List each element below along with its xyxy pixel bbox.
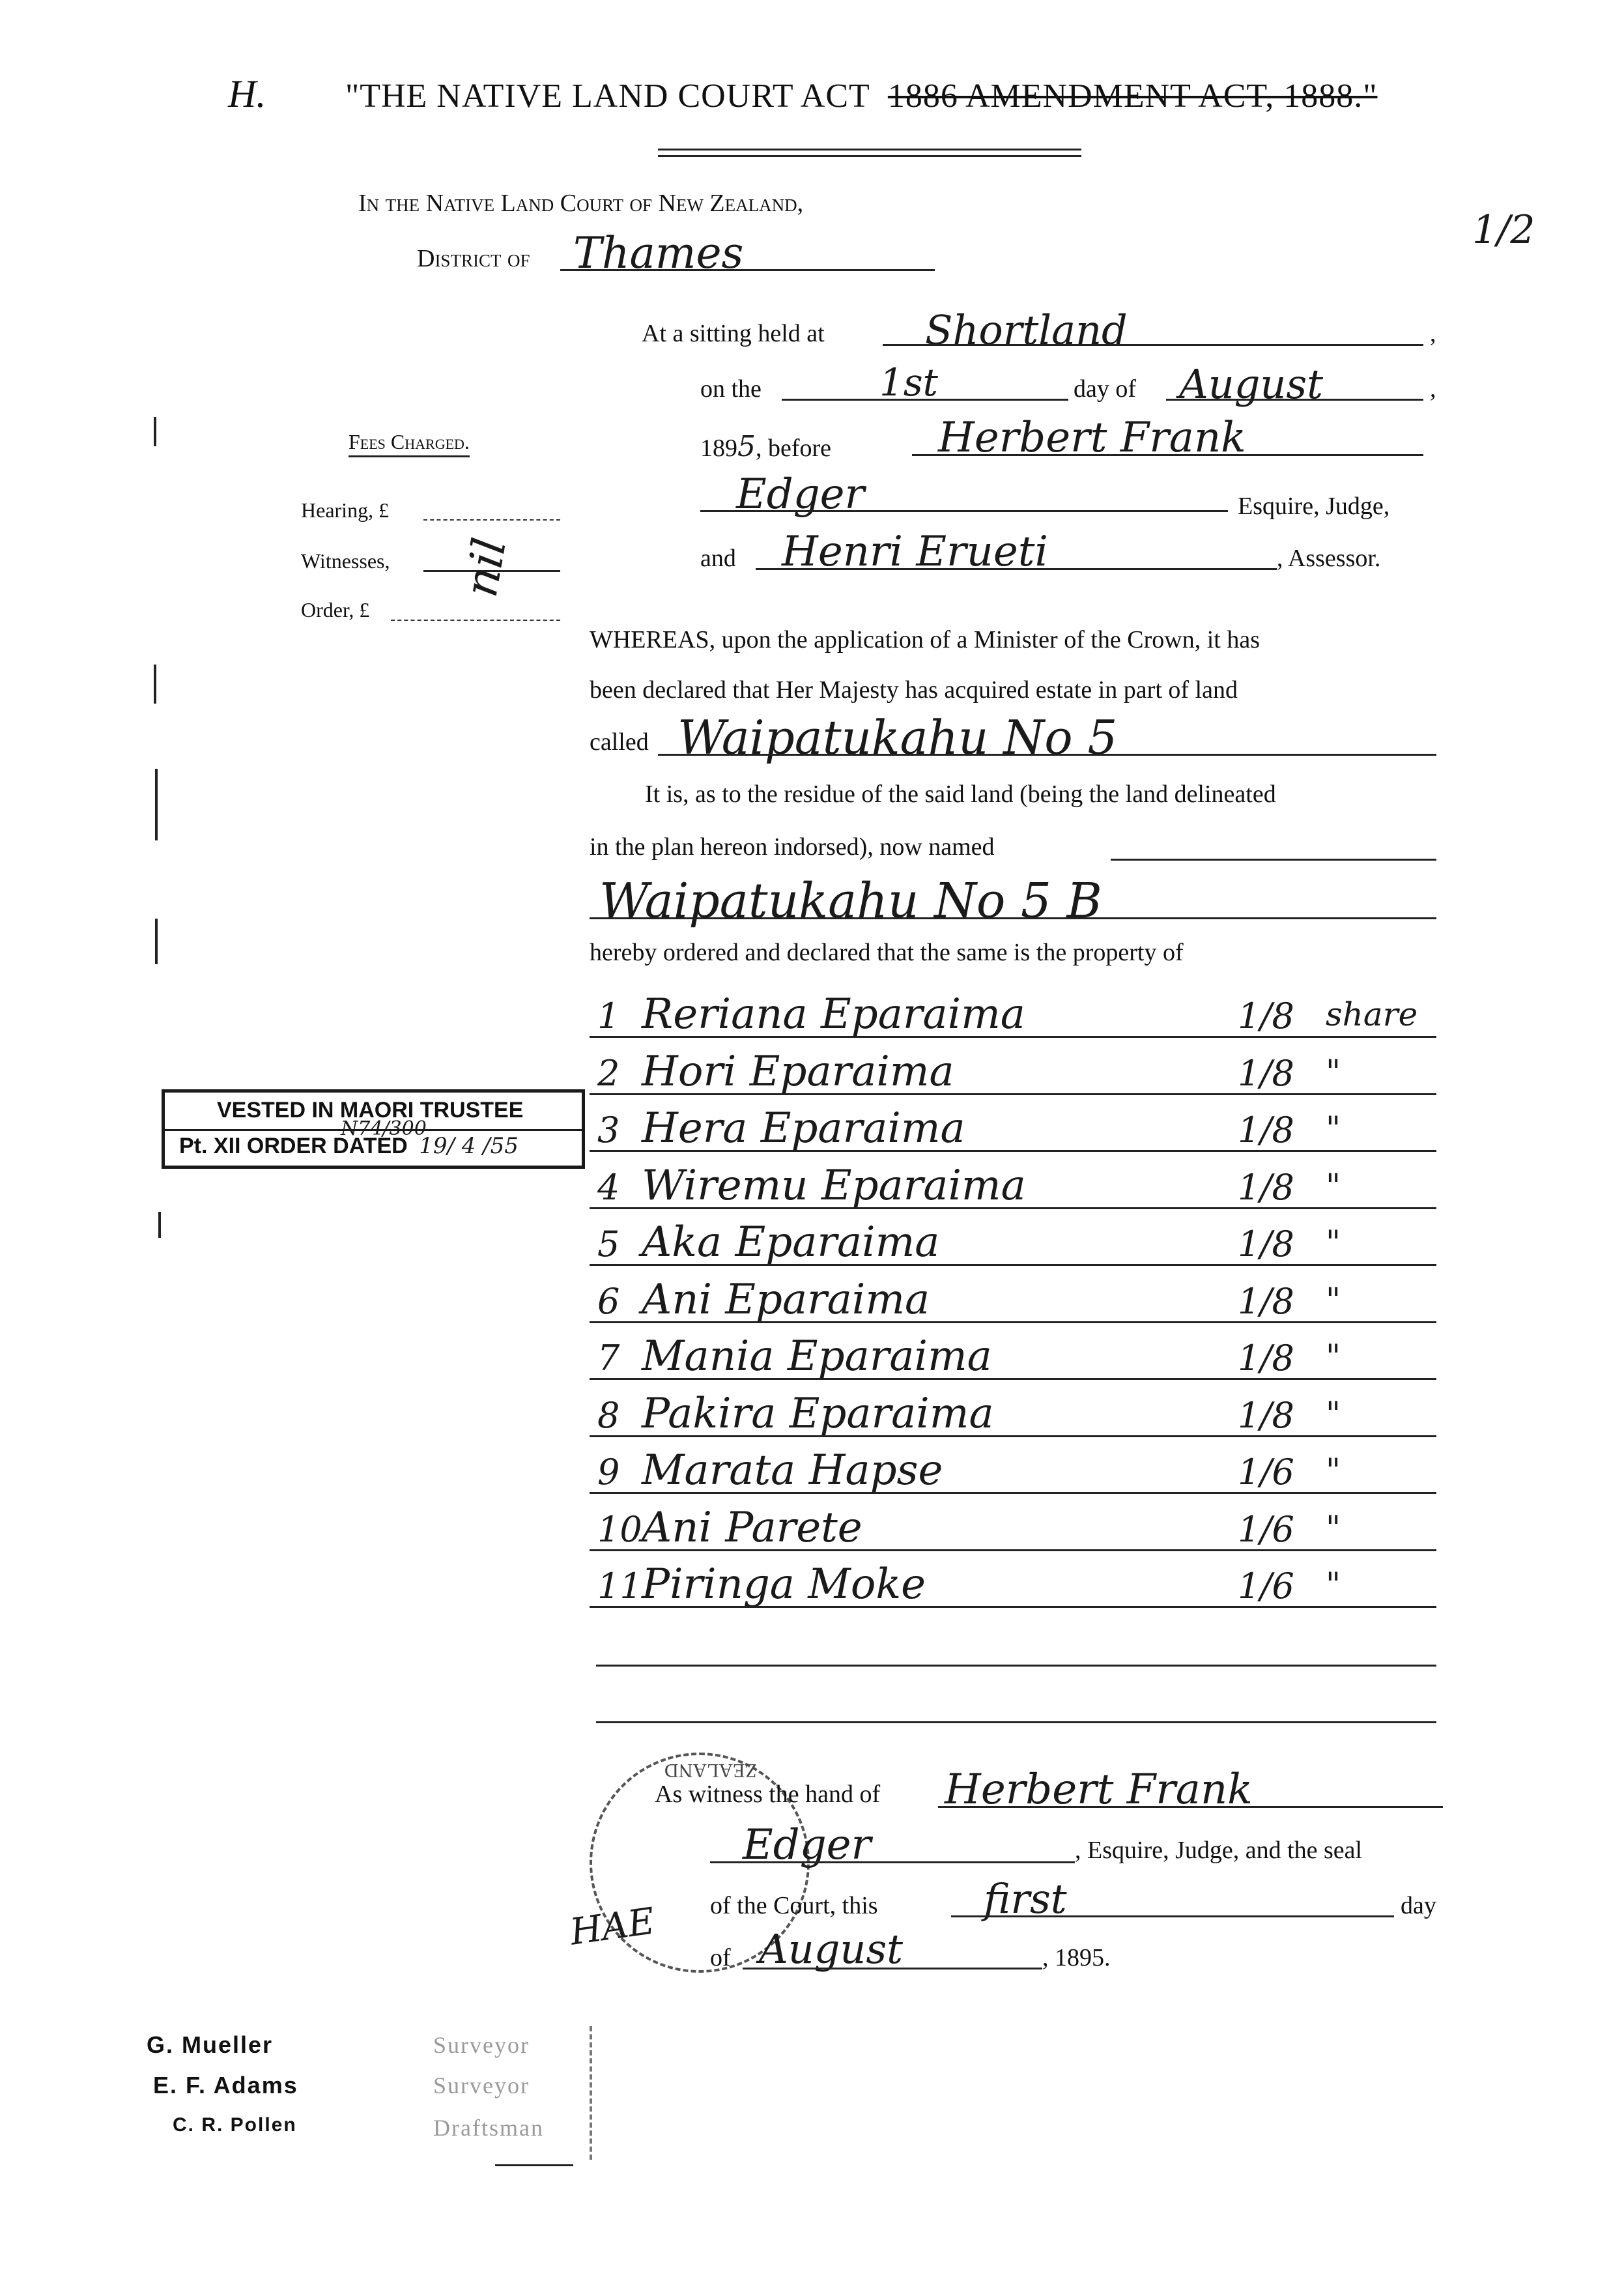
witness-judge-first-line	[938, 1806, 1443, 1808]
owner-line	[590, 1435, 1436, 1437]
hearing-label: Hearing, £	[301, 498, 390, 522]
new-name-line	[590, 917, 1436, 919]
of-the-court: of the Court, this	[710, 1892, 878, 1919]
fees-nil-mark: nil	[453, 534, 517, 601]
owner-name: Hera Eparaima	[642, 1104, 965, 1153]
owner-number: 10	[597, 1509, 642, 1550]
whereas-line-1: WHEREAS, upon the application of a Minister of the Crown, it has	[590, 626, 1260, 653]
assessor-line	[756, 568, 1277, 570]
owner-name: Marata Hapse	[642, 1446, 943, 1495]
year-digit: 5	[737, 430, 756, 463]
year-prefix	[700, 430, 831, 463]
signatory-name: C. R. Pollen	[173, 2114, 297, 2136]
owner-share: 1/8	[1238, 1053, 1294, 1094]
margin-tick	[154, 417, 156, 446]
act-title-struck: 1886 AMENDMENT ACT, 1888."	[887, 78, 1378, 115]
title-underline	[658, 149, 1081, 150]
before-label: , before	[756, 435, 832, 462]
witness-judge-last: Edger	[743, 1821, 872, 1869]
judge-first-line	[912, 454, 1423, 456]
new-land-name: Waipatukahu No 5 B	[599, 873, 1102, 929]
owner-share: 1/6	[1238, 1452, 1294, 1493]
owner-ditto-mark: "	[1326, 1053, 1341, 1091]
owner-line	[590, 1549, 1436, 1551]
owner-number: 7	[597, 1338, 620, 1379]
owner-share: 1/6	[1238, 1566, 1294, 1607]
owner-name: Hori Eparaima	[642, 1048, 954, 1096]
on-the-label: on the	[700, 375, 762, 403]
owner-line	[590, 1207, 1436, 1209]
owner-share: 1/8	[1238, 1281, 1294, 1322]
comma: ,	[1430, 320, 1436, 347]
owner-number: 2	[597, 1053, 620, 1094]
judge-suffix: Esquire, Judge,	[1238, 493, 1390, 520]
whereas-line-2: been declared that Her Majesty has acquired estate in part of land	[590, 676, 1238, 704]
owner-line	[590, 1150, 1436, 1152]
judge-last-line	[700, 510, 1228, 512]
held-at-value: Shortland	[925, 306, 1128, 354]
witness-day-label: day	[1401, 1892, 1436, 1919]
signatory-role: Draftsman	[433, 2115, 544, 2141]
owner-ditto-mark: "	[1326, 1110, 1341, 1147]
witness-month-line	[743, 1968, 1042, 1969]
owner-name: Aka Eparaima	[642, 1218, 940, 1267]
signatory-role: Surveyor	[433, 2032, 530, 2058]
witness-of-label: of	[710, 1944, 731, 1971]
residue-line-2: in the plan hereon indorsed), now named	[590, 833, 995, 861]
held-at-label: At a sitting held at	[642, 320, 825, 347]
day-of-label: day of	[1074, 375, 1137, 403]
residue-line-1: It is, as to the residue of the said land (being the land delineated	[645, 780, 1276, 808]
witness-day-line	[951, 1915, 1394, 1917]
fees-title: Fees Charged.	[349, 430, 470, 457]
owner-share: 1/8	[1238, 1110, 1294, 1151]
act-title-text: "THE NATIVE LAND COURT ACT	[345, 78, 870, 115]
owner-share: 1/6	[1238, 1509, 1294, 1550]
witness-suffix: , Esquire, Judge, and the seal	[1075, 1837, 1363, 1864]
owner-line	[590, 1492, 1436, 1494]
and-label: and	[700, 545, 736, 572]
margin-tick	[158, 1212, 161, 1238]
year-prefix-text: 189	[700, 435, 737, 462]
owner-share: 1/8	[1238, 1167, 1294, 1208]
held-at-line	[883, 344, 1423, 346]
witness-day-value: first	[984, 1875, 1067, 1923]
owner-number: 9	[597, 1452, 620, 1493]
court-seal-text: ZEALAND	[664, 1760, 757, 1781]
owner-ditto-mark: "	[1326, 1452, 1341, 1489]
vested-ref: N74/300	[341, 1117, 427, 1140]
witness-judge-last-line	[710, 1861, 1075, 1863]
signatory-name: G. Mueller	[147, 2031, 274, 2058]
owner-number: 3	[597, 1110, 620, 1151]
owner-name: Piringa Moke	[642, 1560, 926, 1609]
margin-mark: H.	[228, 72, 266, 115]
owner-line	[590, 1264, 1436, 1266]
vested-date: 19/ 4 /55	[419, 1133, 519, 1159]
order-line	[391, 620, 560, 621]
owner-ditto-mark: "	[1326, 1167, 1341, 1205]
owner-name: Mania Eparaima	[642, 1332, 992, 1381]
margin-tick	[154, 665, 156, 704]
witnesses-label: Witnesses,	[301, 549, 390, 573]
signatory-name: E. F. Adams	[153, 2072, 298, 2098]
owner-line	[590, 1378, 1436, 1380]
owner-ditto-mark: share	[1326, 995, 1418, 1033]
owner-share: 1/8	[1238, 1224, 1294, 1265]
owner-ditto-mark: "	[1326, 1395, 1341, 1433]
order-label: Order, £	[301, 598, 370, 622]
owner-line	[590, 1321, 1436, 1323]
owner-name: Reriana Eparaima	[642, 990, 1025, 1038]
margin-tick	[155, 769, 158, 840]
district-line	[560, 269, 935, 271]
called-label: called	[590, 728, 649, 756]
owner-share: 1/8	[1238, 1338, 1294, 1379]
witness-judge-first: Herbert Frank	[945, 1766, 1253, 1814]
owner-ditto-mark: "	[1326, 1281, 1341, 1319]
page-fraction: 1/2	[1472, 207, 1535, 253]
owner-line	[590, 1606, 1436, 1608]
owner-number: 1	[597, 995, 620, 1037]
land-name: Waipatukahu No 5	[677, 710, 1118, 765]
owner-share: 1/8	[1238, 995, 1294, 1037]
month-value: August	[1179, 360, 1324, 408]
vested-order-label: Pt. XII ORDER DATED	[179, 1134, 408, 1158]
witness-label: As witness the hand of	[655, 1781, 881, 1808]
owner-name: Pakira Eparaima	[642, 1390, 994, 1438]
witness-month-value: August	[759, 1925, 904, 1973]
owner-share: 1/8	[1238, 1395, 1294, 1436]
initials: HAE	[567, 1900, 658, 1954]
district-value: Thames	[573, 228, 744, 278]
vested-line-1: VESTED IN MAORI TRUSTEE	[217, 1098, 524, 1123]
title-underline-2	[658, 155, 1081, 157]
owner-name: Wiremu Eparaima	[642, 1162, 1026, 1210]
owner-name: Ani Eparaima	[642, 1276, 930, 1324]
owner-ditto-mark: "	[1326, 1566, 1341, 1603]
hearing-line	[423, 519, 560, 521]
owner-ditto-mark: "	[1326, 1509, 1341, 1547]
day-line	[782, 399, 1068, 401]
signatory-role: Surveyor	[433, 2072, 530, 2098]
owner-line	[590, 1093, 1436, 1095]
comma: ,	[1430, 375, 1436, 403]
judge-last: Edger	[736, 470, 865, 519]
owner-ditto-mark: "	[1326, 1224, 1341, 1261]
month-line	[1166, 399, 1423, 401]
assessor-name: Henri Erueti	[782, 528, 1048, 576]
signatory-underline	[495, 2164, 573, 2166]
land-name-line	[658, 754, 1436, 756]
margin-tick	[155, 919, 158, 964]
judge-first: Herbert Frank	[938, 414, 1246, 462]
act-title	[345, 77, 1378, 115]
ordered-line: hereby ordered and declared that the same is the property of	[590, 939, 1184, 966]
owner-number: 11	[597, 1566, 642, 1607]
owner-number: 4	[597, 1167, 620, 1208]
owner-number: 8	[597, 1395, 620, 1436]
owner-ditto-mark: "	[1326, 1338, 1341, 1375]
day-value: 1st	[879, 360, 938, 405]
signatory-bracket	[590, 2026, 592, 2160]
owner-line	[590, 1036, 1436, 1038]
blank-owner-line	[596, 1665, 1436, 1667]
assessor-suffix: , Assessor.	[1277, 545, 1381, 572]
owner-number: 6	[597, 1281, 620, 1322]
witness-year: , 1895.	[1042, 1944, 1111, 1971]
now-named-line	[1111, 859, 1436, 861]
owner-name: Ani Parete	[642, 1504, 862, 1552]
district-label: District of	[417, 245, 530, 272]
owner-number: 5	[597, 1224, 620, 1265]
blank-owner-line	[596, 1721, 1436, 1723]
vested-stamp	[162, 1089, 585, 1169]
court-title: In the Native Land Court of New Zealand,	[358, 190, 804, 217]
